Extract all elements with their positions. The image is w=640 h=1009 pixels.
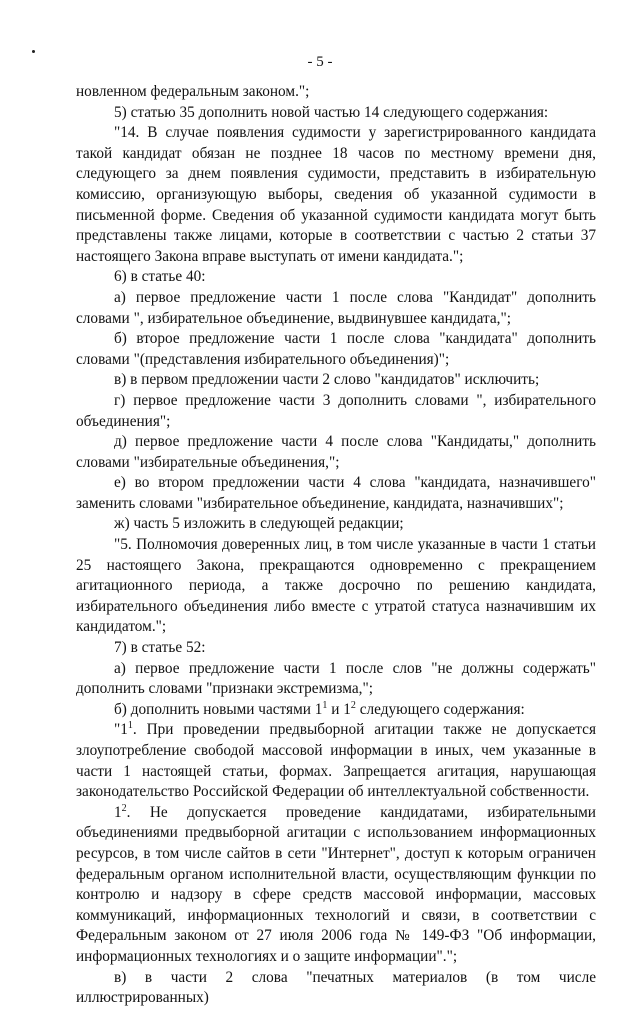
superscript: 1	[127, 720, 133, 732]
paragraph: 6) в статье 40:	[114, 268, 206, 286]
document-body	[76, 82, 596, 1009]
text-run: б) дополнить новыми частями 1	[114, 700, 323, 718]
text-run: . Не допускается проведение кандидатами, избирательными объединениями предвыборной агитации с использованием информационных ресурсов, в том числе сайтов в сети "Интернет", доступ к которым ограничен федеральным органом исполнительной власти, осуществляющим функции по контролю и надзору в сфере средств массовой информации, массовых коммуникаций, информационных технологий и связи, в соответствии с Федеральным законом от 27 июля 2006 года № 149-ФЗ "Об информации, информационных технологиях и о защите информации".";	[76, 803, 596, 965]
paragraph: г) первое предложение части 3 дополнить словами ", избирательного объединения";	[76, 391, 596, 430]
paragraph: 5) статью 35 дополнить новой частью 14 следующего содержания:	[114, 103, 549, 121]
paragraph: в) в части 2 слова "печатных материалов (в том числе иллюстрированных)	[76, 968, 596, 1007]
superscript: 2	[350, 699, 356, 711]
text-run: 1	[114, 803, 122, 821]
superscript: 2	[121, 802, 127, 814]
paragraph	[76, 803, 596, 968]
superscript: 1	[322, 699, 328, 711]
paragraph: д) первое предложение части 4 после слова "Кандидаты," дополнить словами "избирательные объединения,";	[76, 433, 596, 471]
paragraph: б) второе предложение части 1 после слова "кандидата" дополнить словами "(представления избирательного объединения)";	[76, 330, 596, 368]
paragraph: "5. Полномочия доверенных лиц, в том числе указанные в части 1 статьи 25 настоящего Закона, прекращаются одновременно с прекращением агитационного периода, а также досрочно по решению кандидата, избирательного объединения либо вместе с утратой статуса назначившим их кандидатом.";	[76, 536, 596, 636]
scan-speck	[32, 50, 35, 53]
text-run: следующего содержания:	[355, 700, 525, 718]
paragraph	[76, 700, 596, 721]
paragraph: а) первое предложение части 1 после слова "Кандидат" дополнить словами ", избирательное объединение, выдвинувшее кандидата,";	[76, 288, 596, 327]
paragraph: в) в первом предложении части 2 слово "кандидатов" исключить;	[114, 371, 540, 389]
text-run: "1	[114, 721, 128, 739]
paragraph: 7) в статье 52:	[114, 639, 206, 657]
paragraph: ж) часть 5 изложить в следующей редакции;	[114, 515, 404, 533]
paragraph: е) во втором предложении части 4 слова "кандидата, назначившего" заменить словами "избирательное объединение, кандидата, назначивших";	[76, 474, 596, 512]
text-run: . При проведении предвыборной агитации также не допускается злоупотребление свободой массовой информации в иных, чем указанные в части 1 настоящей статьи, формах. Запрещается агитация, нарушающая законодательство Российской Федерации об интеллектуальной собственности.	[76, 721, 596, 801]
paragraph: новленном федеральным законом.";	[76, 83, 310, 100]
text-run: и 1	[327, 700, 351, 718]
paragraph: "14. В случае появления судимости у зарегистрированного кандидата такой кандидат обязан не позднее 18 часов по местному времени дня, следующего за днем появления судимости, представить в избирательную комиссию, организующую выборы, сведения об указанной судимости в письменной форме. Сведения об указанной судимости кандидата могут быть представлены также лицами, которые в соответствии с частью 2 статьи 37 настоящего Закона вправе выступать от имени кандидата.";	[76, 124, 596, 265]
paragraph	[76, 720, 596, 802]
page-number: - 5 -	[307, 54, 333, 70]
paragraph: а) первое предложение части 1 после слов "не должны содержать" дополнить словами "признаки экстремизма,";	[76, 659, 596, 698]
